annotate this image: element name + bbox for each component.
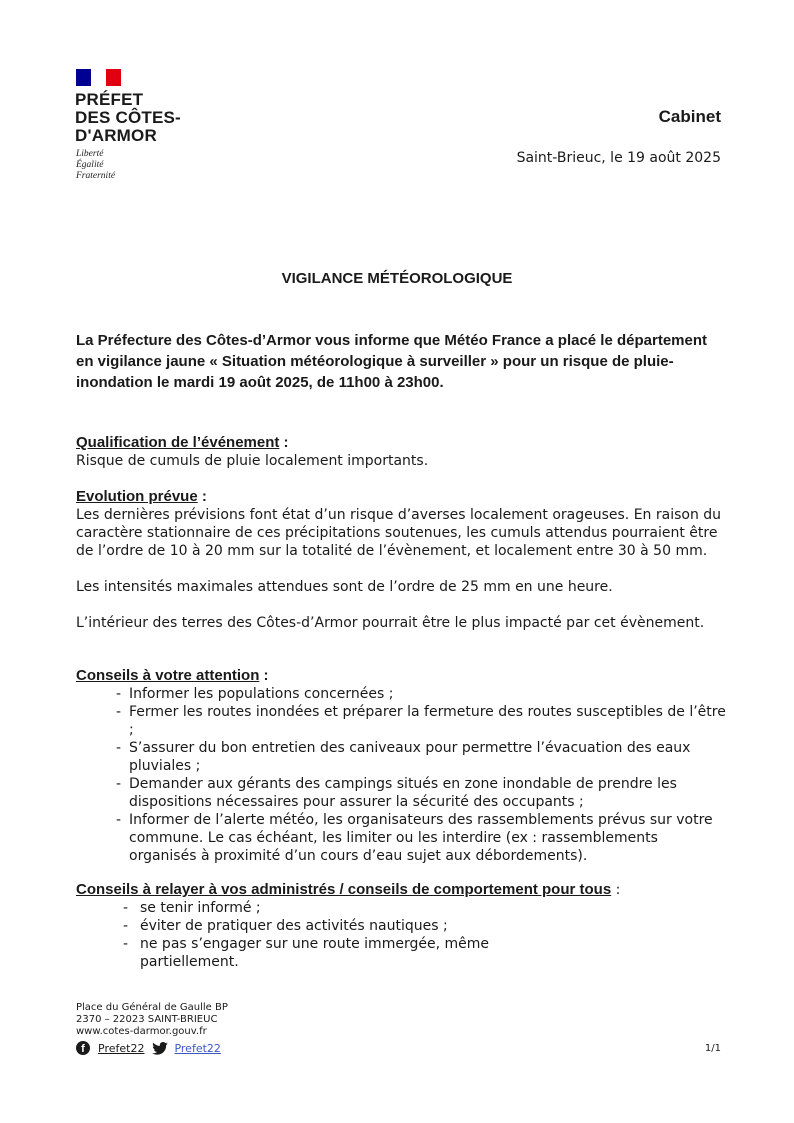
list-item: - Informer de l’alerte météo, les organisateurs des rassemblements prévus sur votre commune. Le cas échéant, les limiter ou les interdire (ex : rassemblements organisés à proximité d’un cours d’eau sujet aux débordements). (116, 812, 713, 864)
advice-section (76, 667, 726, 865)
marianne-flag-logo (76, 69, 121, 86)
list-item-text: Fermer les routes inondées et préparer la fermeture des routes susceptibles de l’être ; (129, 704, 726, 738)
twitter-link[interactable]: Prefet22 (174, 1041, 221, 1055)
advice-heading: Conseils à votre attention (76, 667, 260, 684)
list-item: - Demander aux gérants des campings situés en zone inondable de prendre les dispositions nécessaires pour assurer la sécurité des occupants ; (116, 776, 677, 810)
document-date: Saint-Brieuc, le 19 août 2025 (516, 150, 721, 166)
social-links (76, 1041, 221, 1055)
evolution-paragraph: Les dernières prévisions font état d’un risque d’averses localement orageuses. En raison du caractère stationnaire de ces précipitations soutenues, les cumuls attendus pourraient être de l’ordre de 10 à 20 mm sur la totalité de l’évènement, et localement entre 30 à 50 mm. (76, 507, 722, 559)
public-advice-heading: Conseils à relayer à vos administrés / conseils de comportement pour tous (76, 881, 612, 898)
list-item: - se tenir informé ; (123, 900, 261, 916)
list-item: - ne pas s’engager sur une route immergée, même partiellement. (123, 936, 489, 970)
footer-address (76, 1002, 228, 1038)
heading-colon: : (611, 882, 621, 898)
flag-white (91, 69, 106, 86)
list-item-text: éviter de pratiquer des activités nautiques ; (140, 918, 448, 934)
evolution-paragraph: L’intérieur des terres des Côtes-d’Armor pourrait être le plus impacté par cet évènement. (76, 615, 705, 631)
qualification-heading: Qualification de l’événement (76, 434, 280, 451)
list-item-text: ne pas s’engager sur une route immergée, même partiellement. (140, 936, 489, 970)
logo-line: PRÉFET (75, 90, 144, 109)
advice-list (76, 685, 726, 865)
logo-line: DES CÔTES- (75, 108, 181, 127)
list-item: - Fermer les routes inondées et préparer la fermeture des routes susceptibles de l’être ; (116, 704, 726, 738)
evolution-section (76, 488, 726, 632)
evolution-paragraph: Les intensités maximales attendues sont de l’ordre de 25 mm en une heure. (76, 579, 613, 595)
list-item-text: Demander aux gérants des campings situés en zone inondable de prendre les dispositions nécessaires pour assurer la sécurité des occupants ; (129, 776, 677, 810)
list-item: - S’assurer du bon entretien des caniveaux pour permettre l’évacuation des eaux pluviales ; (116, 740, 691, 774)
intro-paragraph: La Préfecture des Côtes-d’Armor vous informe que Météo France a placé le département en vigilance jaune « Situation météorologique à surveiller » pour un risque de pluie-inondation le mardi 19 août 2025, de 11h00 à 23h00. (76, 332, 708, 391)
heading-colon: : (279, 434, 289, 451)
document-title: VIGILANCE MÉTÉOROLOGIQUE (281, 270, 513, 287)
facebook-icon[interactable]: f (76, 1041, 90, 1055)
motto-line: Égalité (76, 160, 104, 170)
flag-red (106, 69, 121, 86)
list-item-text: se tenir informé ; (140, 900, 261, 916)
heading-colon: : (259, 667, 269, 684)
website-link[interactable]: www.cotes-darmor.gouv.fr (76, 1026, 207, 1037)
list-item: - Informer les populations concernées ; (116, 686, 394, 702)
prefecture-logo-text (75, 91, 181, 145)
service-name: Cabinet (658, 107, 721, 126)
flag-blue (76, 69, 91, 86)
address-line: Place du Général de Gaulle BP (76, 1002, 228, 1013)
list-item-text: S’assurer du bon entretien des caniveaux pour permettre l’évacuation des eaux pluviales ; (129, 740, 691, 774)
evolution-heading: Evolution prévue (76, 488, 198, 505)
qualification-text: Risque de cumuls de pluie localement importants. (76, 453, 429, 469)
republic-motto (76, 149, 115, 182)
motto-line: Fraternité (76, 171, 116, 181)
list-item: - éviter de pratiquer des activités nautiques ; (123, 918, 448, 934)
public-advice-section (76, 881, 736, 971)
heading-colon: : (197, 488, 207, 505)
qualification-section (76, 434, 726, 470)
facebook-link[interactable]: Prefet22 (98, 1041, 145, 1055)
page-number: 1/1 (704, 1043, 721, 1054)
logo-line: D'ARMOR (75, 126, 157, 145)
twitter-icon[interactable] (152, 1042, 168, 1055)
list-item-text: Informer de l’alerte météo, les organisateurs des rassemblements prévus sur votre commune. Le cas échéant, les limiter ou les interdire (ex : rassemblements organisés à proximité d’un cours d’eau sujet aux débordements). (129, 812, 713, 864)
list-item-text: Informer les populations concernées ; (129, 686, 394, 702)
address-line: 2370 – 22023 SAINT-BRIEUC (76, 1014, 218, 1025)
motto-line: Liberté (76, 149, 104, 159)
public-advice-list (76, 899, 736, 971)
